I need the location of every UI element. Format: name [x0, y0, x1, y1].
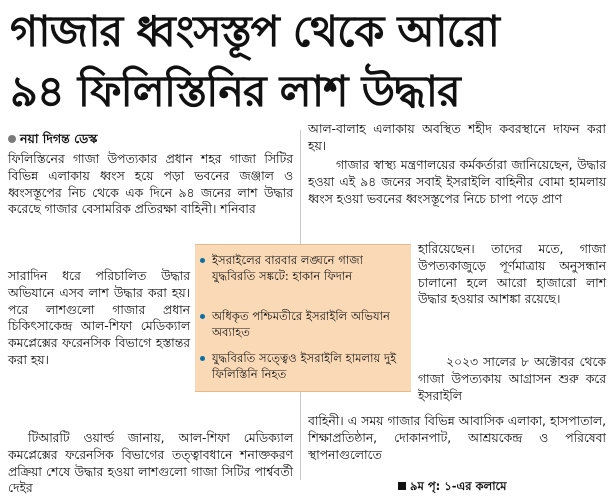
- continued-text: ৯ম পৃ: ১-এর কলামে: [410, 479, 507, 493]
- highlight-item: [205, 351, 405, 382]
- paragraph: সারাদিন ধরে পরিচালিত উদ্ধার অভিযানে এসব লাশ উদ্ধার করা হয়। পরে লাশগুলো গাজার প্রধান চিকিৎসাকেন্দ্র আল-শিফা মেডিক্যাল কমপ্লেক্সের ফরেনসিক বিভাগে হস্তান্তর করা হয়।: [8, 269, 190, 367]
- paragraph: ফিলিস্তিনের গাজা উপত্যকার প্রধান শহর গাজা সিটির বিভিন্ন এলাকায় ধ্বংস হয়ে পড়া ভবনের জঞ্জাল ও ধ্বংসস্তূপের নিচ থেকে এক দিনে ৯৪ জনের লাশ উদ্ধার করেছে গাজার বেসামরিক প্রতিরক্ষা বাহিনী। শনিবার: [8, 152, 293, 217]
- paragraph: টিআরটি ওয়ার্ল্ড জানায়, আল-শিফা মেডিক্যাল কমপ্লেক্সের ফরেনসিক বিভাগের তত্ত্বাবধানে শনাক্তকরণ প্রক্রিয়া শেষে উদ্ধার হওয়া লাশগুলো গাজা সিটির পার্শ্ববর্তী দেইর: [8, 431, 293, 496]
- highlight-text: যুদ্ধবিরতি সত্ত্বেও ইসরাইলি হামলায় দুই ফিলিস্তিনি নিহত: [212, 351, 397, 381]
- byline-text: নয়া দিগন্ত ডেস্ক: [20, 131, 98, 146]
- highlights-box: [195, 244, 411, 392]
- headline: [10, 2, 604, 122]
- paragraph: ২০২৩ সালের ৮ অক্টোবর থেকে গাজা উপত্যকায় আগ্রাসন শুরু করে ইসরাইলি: [418, 355, 606, 403]
- right-column-p2-cont: [418, 241, 606, 308]
- bullet-icon: [200, 258, 205, 263]
- paragraph: আল-বালাহ এলাকায় অবস্থিত শহীদ কবরস্থানে দাফন করা হয়।: [308, 122, 606, 153]
- square-icon: [398, 482, 406, 490]
- left-column-top: [8, 151, 293, 218]
- paragraph: বাহিনী। এ সময় গাজার বিভিন্ন আবাসিক এলাকা, হাসপাতাল, শিক্ষাপ্রতিষ্ঠান, দোকানপাট, আশ্রয়কেন্দ্র ও পরিষেবা স্থাপনাগুলোতে: [308, 414, 606, 462]
- left-column-bottom: [8, 430, 293, 497]
- right-column-p3: [418, 354, 606, 404]
- left-column-mid: [8, 268, 190, 369]
- paragraph: গাজার স্বাস্থ্য মন্ত্রণালয়ের কর্মকর্তারা জানিয়েছেন, উদ্ধার হওয়া এই ৯৪ জনের সবাই ইসরাইলি বাহিনীর বোমা হামলায় ধ্বংস হওয়া ভবনের ধ্বংসস্তূপের নিচে চাপা পড়ে প্রাণ: [308, 158, 606, 206]
- right-column-top: [308, 121, 606, 155]
- highlight-item: [205, 309, 405, 340]
- highlight-text: ইসরাইলের বারবার লঙ্ঘনে গাজা যুদ্ধবিরতি সঙ্কটে: হাকান ফিদান: [212, 253, 363, 283]
- byline: [8, 131, 97, 151]
- highlight-item: [205, 253, 405, 284]
- right-column-p3-cont: [308, 413, 606, 463]
- bullet-icon: [200, 314, 205, 319]
- bullet-icon: [200, 356, 205, 361]
- right-column-p2: [308, 157, 606, 207]
- headline-line-2: ৯৪ ফিলিস্তিনির লাশ উদ্ধার: [10, 67, 460, 117]
- paragraph: হারিয়েছেন। তাদের মতে, গাজা উপত্যকাজুড়ে পূর্ণমাত্রায় অনুসন্ধান চালানো হলে আরো হাজারো লাশ উদ্ধার হওয়ার আশঙ্কা রয়েছে।: [418, 242, 606, 307]
- continued-note: [398, 478, 507, 497]
- headline-line-1: গাজার ধ্বংসস্তূপ থেকে আরো: [10, 7, 499, 57]
- highlight-text: অধিকৃত পশ্চিমতীরে ইসরাইলি অভিযান অব্যাহত: [212, 309, 390, 339]
- bullet-icon: [8, 135, 16, 143]
